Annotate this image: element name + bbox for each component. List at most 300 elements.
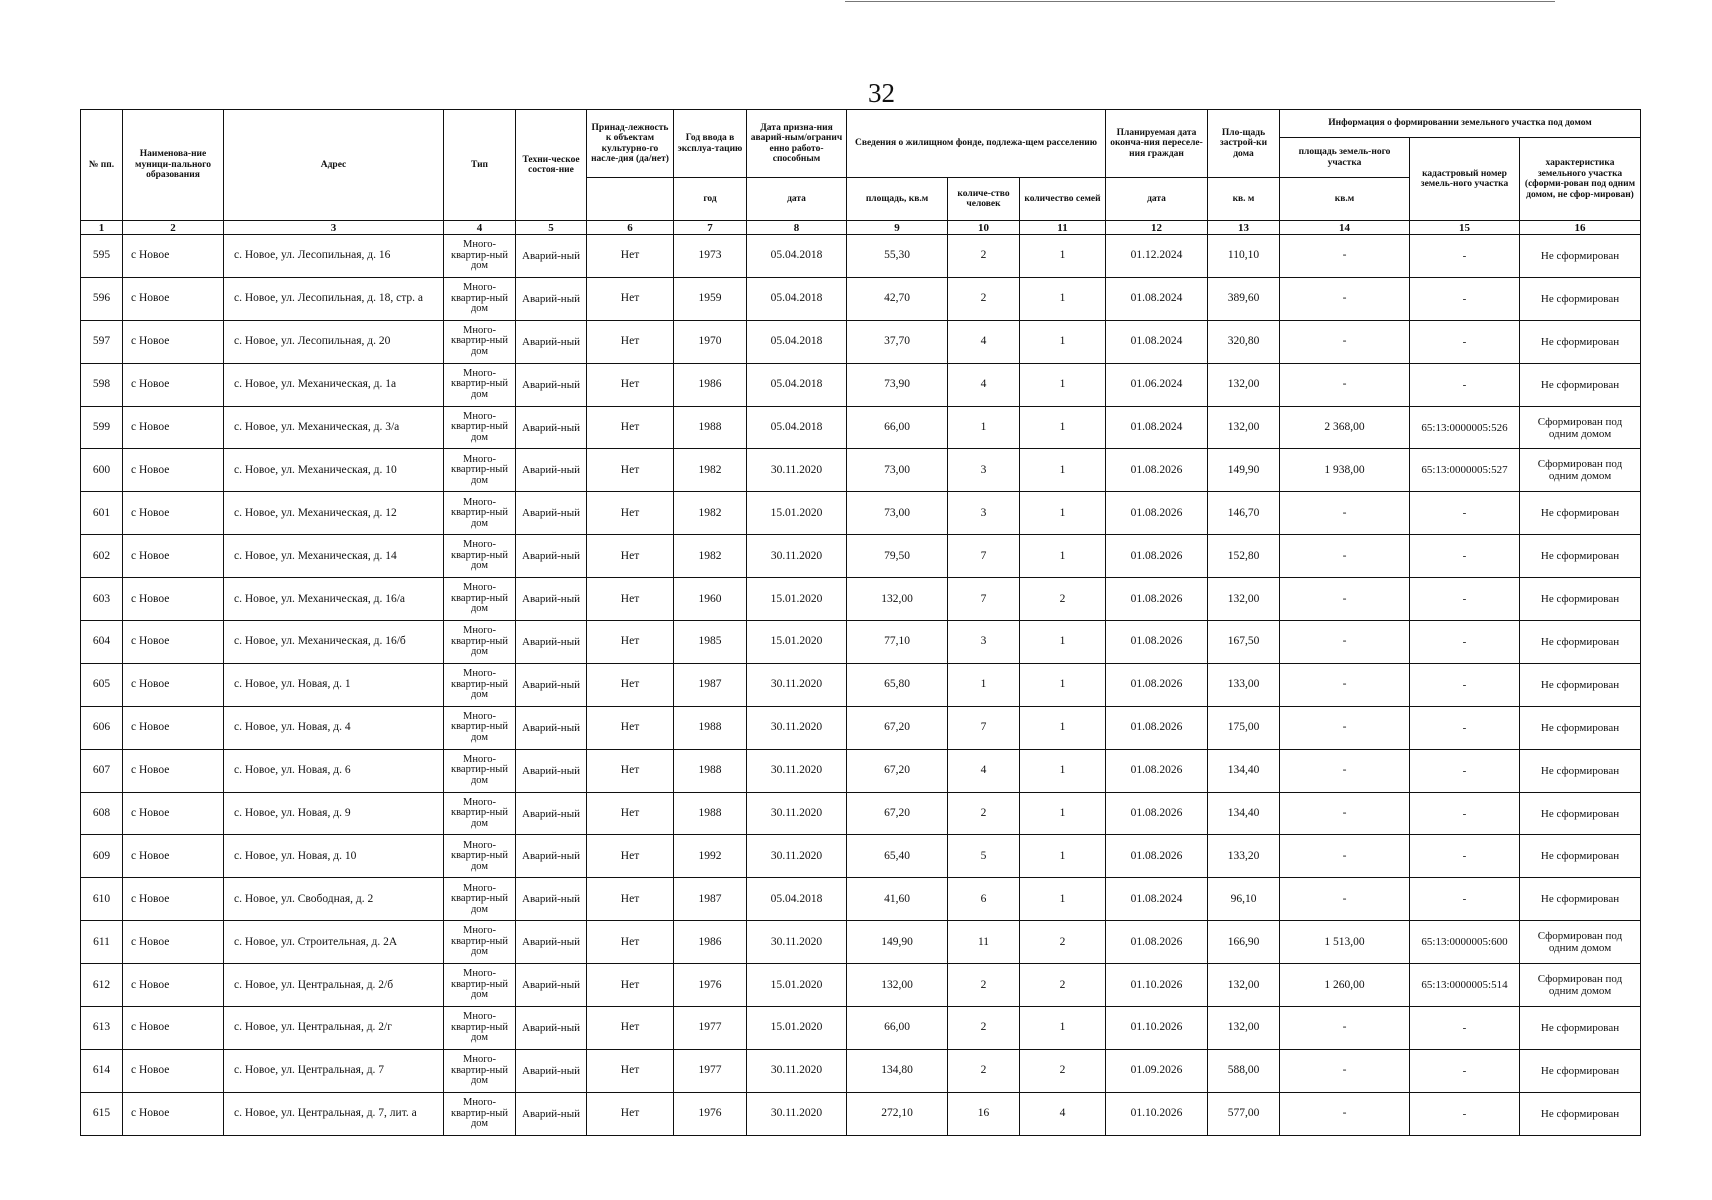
cadastral-number-cell: - <box>1410 492 1520 535</box>
cadastral-number-cell: - <box>1410 535 1520 578</box>
municipality-cell: с Новое <box>123 492 224 535</box>
people-count-cell: 5 <box>948 835 1020 878</box>
year-cell: 1988 <box>674 792 747 835</box>
header-type: Тип <box>444 110 516 221</box>
planned-date-cell: 01.08.2026 <box>1106 792 1208 835</box>
row-number: 598 <box>81 363 123 406</box>
planned-date-cell: 01.12.2024 <box>1106 235 1208 278</box>
table-row <box>81 663 1641 706</box>
year-cell: 1982 <box>674 449 747 492</box>
cadastral-number-cell: - <box>1410 835 1520 878</box>
cadastral-number-cell: - <box>1410 706 1520 749</box>
year-cell: 1982 <box>674 535 747 578</box>
recognition-date-cell: 05.04.2018 <box>747 277 847 320</box>
built-area-cell: 132,00 <box>1208 406 1280 449</box>
cadastral-number-cell: - <box>1410 878 1520 921</box>
people-count-cell: 7 <box>948 535 1020 578</box>
type-cell: Много-квартир-ный дом <box>444 235 516 278</box>
tech-state-cell: Аварий-ный <box>516 964 587 1007</box>
land-area-cell: 1 260,00 <box>1280 964 1410 1007</box>
header-heritage: Принад-лежность к объектам культурно-го насле-дия (да/нет) <box>587 110 674 178</box>
row-number: 596 <box>81 277 123 320</box>
recognition-date-cell: 30.11.2020 <box>747 535 847 578</box>
families-count-cell: 2 <box>1020 964 1106 1007</box>
cadastral-number-cell: - <box>1410 320 1520 363</box>
table-row <box>81 621 1641 664</box>
land-area-cell: 1 513,00 <box>1280 921 1410 964</box>
land-status-cell: Не сформирован <box>1520 320 1641 363</box>
recognition-date-cell: 15.01.2020 <box>747 492 847 535</box>
emergency-housing-table <box>80 109 1641 1136</box>
tech-state-cell: Аварий-ный <box>516 749 587 792</box>
families-count-cell: 1 <box>1020 663 1106 706</box>
row-number: 597 <box>81 320 123 363</box>
type-cell: Много-квартир-ный дом <box>444 1049 516 1092</box>
land-status-cell: Не сформирован <box>1520 535 1641 578</box>
address-cell: с. Новое, ул. Новая, д. 1 <box>224 663 444 706</box>
table-row <box>81 792 1641 835</box>
families-count-cell: 1 <box>1020 878 1106 921</box>
year-cell: 1985 <box>674 621 747 664</box>
recognition-date-cell: 30.11.2020 <box>747 749 847 792</box>
type-cell: Много-квартир-ный дом <box>444 406 516 449</box>
header-sub-built: кв. м <box>1208 178 1280 221</box>
tech-state-cell: Аварий-ный <box>516 792 587 835</box>
municipality-cell: с Новое <box>123 878 224 921</box>
heritage-cell: Нет <box>587 492 674 535</box>
built-area-cell: 134,40 <box>1208 749 1280 792</box>
address-cell: с. Новое, ул. Новая, д. 4 <box>224 706 444 749</box>
land-status-cell: Сформирован под одним домом <box>1520 449 1641 492</box>
heritage-cell: Нет <box>587 663 674 706</box>
address-cell: с. Новое, ул. Лесопильная, д. 16 <box>224 235 444 278</box>
header-sub-year: год <box>674 178 747 221</box>
table-row <box>81 706 1641 749</box>
tech-state-cell: Аварий-ный <box>516 1092 587 1135</box>
year-cell: 1987 <box>674 878 747 921</box>
recognition-date-cell: 30.11.2020 <box>747 792 847 835</box>
families-count-cell: 1 <box>1020 235 1106 278</box>
recognition-date-cell: 30.11.2020 <box>747 663 847 706</box>
address-cell: с. Новое, ул. Механическая, д. 10 <box>224 449 444 492</box>
housing-area-cell: 73,00 <box>847 449 948 492</box>
planned-date-cell: 01.08.2026 <box>1106 492 1208 535</box>
header-housing-group: Сведения о жилищном фонде, подлежа-щем расселению <box>847 110 1106 178</box>
tech-state-cell: Аварий-ный <box>516 1049 587 1092</box>
scan-edge-line <box>845 1 1555 2</box>
row-number: 605 <box>81 663 123 706</box>
land-status-cell: Не сформирован <box>1520 235 1641 278</box>
tech-state-cell: Аварий-ный <box>516 277 587 320</box>
year-cell: 1977 <box>674 1049 747 1092</box>
land-status-cell: Не сформирован <box>1520 1007 1641 1050</box>
land-area-cell: - <box>1280 792 1410 835</box>
built-area-cell: 389,60 <box>1208 277 1280 320</box>
recognition-date-cell: 05.04.2018 <box>747 363 847 406</box>
families-count-cell: 1 <box>1020 1007 1106 1050</box>
recognition-date-cell: 30.11.2020 <box>747 835 847 878</box>
housing-area-cell: 73,00 <box>847 492 948 535</box>
cadastral-number-cell: 65:13:0000005:600 <box>1410 921 1520 964</box>
families-count-cell: 1 <box>1020 277 1106 320</box>
type-cell: Много-квартир-ный дом <box>444 449 516 492</box>
table-row <box>81 277 1641 320</box>
cadastral-number-cell: - <box>1410 749 1520 792</box>
built-area-cell: 166,90 <box>1208 921 1280 964</box>
housing-area-cell: 132,00 <box>847 578 948 621</box>
built-area-cell: 577,00 <box>1208 1092 1280 1135</box>
tech-state-cell: Аварий-ный <box>516 492 587 535</box>
cadastral-number-cell: - <box>1410 621 1520 664</box>
year-cell: 1976 <box>674 964 747 1007</box>
built-area-cell: 134,40 <box>1208 792 1280 835</box>
planned-date-cell: 01.09.2026 <box>1106 1049 1208 1092</box>
municipality-cell: с Новое <box>123 1049 224 1092</box>
type-cell: Много-квартир-ный дом <box>444 792 516 835</box>
municipality-cell: с Новое <box>123 578 224 621</box>
municipality-cell: с Новое <box>123 535 224 578</box>
heritage-cell: Нет <box>587 749 674 792</box>
column-number: 3 <box>224 221 444 235</box>
heritage-cell: Нет <box>587 835 674 878</box>
column-number: 14 <box>1280 221 1410 235</box>
year-cell: 1973 <box>674 235 747 278</box>
row-number: 601 <box>81 492 123 535</box>
land-status-cell: Не сформирован <box>1520 663 1641 706</box>
people-count-cell: 6 <box>948 878 1020 921</box>
heritage-cell: Нет <box>587 1049 674 1092</box>
families-count-cell: 1 <box>1020 792 1106 835</box>
heritage-cell: Нет <box>587 320 674 363</box>
municipality-cell: с Новое <box>123 449 224 492</box>
heritage-cell: Нет <box>587 921 674 964</box>
row-number: 603 <box>81 578 123 621</box>
families-count-cell: 1 <box>1020 363 1106 406</box>
land-status-cell: Не сформирован <box>1520 1049 1641 1092</box>
table-row <box>81 835 1641 878</box>
housing-area-cell: 66,00 <box>847 406 948 449</box>
row-number: 599 <box>81 406 123 449</box>
land-status-cell: Не сформирован <box>1520 363 1641 406</box>
built-area-cell: 132,00 <box>1208 964 1280 1007</box>
municipality-cell: с Новое <box>123 406 224 449</box>
built-area-cell: 149,90 <box>1208 449 1280 492</box>
housing-area-cell: 132,00 <box>847 964 948 1007</box>
header-planned-date: Планируемая дата оконча-ния переселе-ния граждан <box>1106 110 1208 178</box>
type-cell: Много-квартир-ный дом <box>444 578 516 621</box>
built-area-cell: 132,00 <box>1208 363 1280 406</box>
address-cell: с. Новое, ул. Механическая, д. 16/а <box>224 578 444 621</box>
people-count-cell: 4 <box>948 363 1020 406</box>
cadastral-number-cell: 65:13:0000005:514 <box>1410 964 1520 1007</box>
planned-date-cell: 01.08.2024 <box>1106 406 1208 449</box>
heritage-cell: Нет <box>587 578 674 621</box>
tech-state-cell: Аварий-ный <box>516 535 587 578</box>
land-area-cell: - <box>1280 706 1410 749</box>
address-cell: с. Новое, ул. Механическая, д. 1а <box>224 363 444 406</box>
page-number: 32 <box>868 78 895 108</box>
land-area-cell: - <box>1280 1007 1410 1050</box>
families-count-cell: 2 <box>1020 921 1106 964</box>
year-cell: 1988 <box>674 749 747 792</box>
address-cell: с. Новое, ул. Свободная, д. 2 <box>224 878 444 921</box>
built-area-cell: 110,10 <box>1208 235 1280 278</box>
header-sub-families: количество семей <box>1020 178 1106 221</box>
land-status-cell: Не сформирован <box>1520 1092 1641 1135</box>
land-area-cell: - <box>1280 878 1410 921</box>
type-cell: Много-квартир-ный дом <box>444 835 516 878</box>
families-count-cell: 1 <box>1020 492 1106 535</box>
municipality-cell: с Новое <box>123 363 224 406</box>
built-area-cell: 132,00 <box>1208 578 1280 621</box>
year-cell: 1960 <box>674 578 747 621</box>
row-number: 613 <box>81 1007 123 1050</box>
planned-date-cell: 01.08.2026 <box>1106 663 1208 706</box>
recognition-date-cell: 30.11.2020 <box>747 921 847 964</box>
tech-state-cell: Аварий-ный <box>516 921 587 964</box>
table-row <box>81 1092 1641 1135</box>
heritage-cell: Нет <box>587 878 674 921</box>
header-sub-planned: дата <box>1106 178 1208 221</box>
column-number: 6 <box>587 221 674 235</box>
tech-state-cell: Аварий-ный <box>516 835 587 878</box>
column-number: 15 <box>1410 221 1520 235</box>
row-number: 615 <box>81 1092 123 1135</box>
table-row <box>81 235 1641 278</box>
row-number: 608 <box>81 792 123 835</box>
table-row <box>81 449 1641 492</box>
table-row <box>81 964 1641 1007</box>
header-year: Год ввода в эксплуа-тацию <box>674 110 747 178</box>
land-area-cell: - <box>1280 578 1410 621</box>
row-number: 602 <box>81 535 123 578</box>
column-number: 12 <box>1106 221 1208 235</box>
families-count-cell: 1 <box>1020 621 1106 664</box>
header-municipality: Наименова-ние муници-пального образования <box>123 110 224 221</box>
recognition-date-cell: 30.11.2020 <box>747 1049 847 1092</box>
row-number: 600 <box>81 449 123 492</box>
heritage-cell: Нет <box>587 277 674 320</box>
families-count-cell: 4 <box>1020 1092 1106 1135</box>
year-cell: 1970 <box>674 320 747 363</box>
type-cell: Много-квартир-ный дом <box>444 621 516 664</box>
table-row <box>81 921 1641 964</box>
recognition-date-cell: 15.01.2020 <box>747 621 847 664</box>
housing-area-cell: 272,10 <box>847 1092 948 1135</box>
address-cell: с. Новое, ул. Центральная, д. 2/г <box>224 1007 444 1050</box>
land-area-cell: - <box>1280 663 1410 706</box>
table-row <box>81 1007 1641 1050</box>
recognition-date-cell: 05.04.2018 <box>747 235 847 278</box>
built-area-cell: 167,50 <box>1208 621 1280 664</box>
cadastral-number-cell: - <box>1410 663 1520 706</box>
heritage-cell: Нет <box>587 964 674 1007</box>
land-status-cell: Не сформирован <box>1520 492 1641 535</box>
planned-date-cell: 01.08.2026 <box>1106 835 1208 878</box>
housing-area-cell: 42,70 <box>847 277 948 320</box>
type-cell: Много-квартир-ный дом <box>444 1007 516 1050</box>
municipality-cell: с Новое <box>123 706 224 749</box>
land-area-cell: - <box>1280 320 1410 363</box>
tech-state-cell: Аварий-ный <box>516 449 587 492</box>
header-num: № пп. <box>81 110 123 221</box>
land-status-cell: Не сформирован <box>1520 835 1641 878</box>
built-area-cell: 133,20 <box>1208 835 1280 878</box>
heritage-cell: Нет <box>587 1092 674 1135</box>
housing-area-cell: 73,90 <box>847 363 948 406</box>
tech-state-cell: Аварий-ный <box>516 406 587 449</box>
header-recognition-date: Дата призна-ния аварий-ным/огранич енно работо-способным <box>747 110 847 178</box>
municipality-cell: с Новое <box>123 1092 224 1135</box>
type-cell: Много-квартир-ный дом <box>444 749 516 792</box>
municipality-cell: с Новое <box>123 320 224 363</box>
heritage-cell: Нет <box>587 363 674 406</box>
housing-area-cell: 55,30 <box>847 235 948 278</box>
built-area-cell: 146,70 <box>1208 492 1280 535</box>
address-cell: с. Новое, ул. Центральная, д. 7 <box>224 1049 444 1092</box>
land-status-cell: Не сформирован <box>1520 578 1641 621</box>
planned-date-cell: 01.08.2026 <box>1106 449 1208 492</box>
housing-area-cell: 67,20 <box>847 706 948 749</box>
table-row <box>81 320 1641 363</box>
planned-date-cell: 01.10.2026 <box>1106 1007 1208 1050</box>
cadastral-number-cell: - <box>1410 1007 1520 1050</box>
table-row <box>81 878 1641 921</box>
year-cell: 1959 <box>674 277 747 320</box>
people-count-cell: 11 <box>948 921 1020 964</box>
planned-date-cell: 01.08.2024 <box>1106 320 1208 363</box>
tech-state-cell: Аварий-ный <box>516 878 587 921</box>
column-number-row <box>81 221 1641 235</box>
heritage-cell: Нет <box>587 792 674 835</box>
address-cell: с. Новое, ул. Строительная, д. 2А <box>224 921 444 964</box>
cadastral-number-cell: - <box>1410 578 1520 621</box>
type-cell: Много-квартир-ный дом <box>444 706 516 749</box>
land-status-cell: Не сформирован <box>1520 706 1641 749</box>
people-count-cell: 16 <box>948 1092 1020 1135</box>
tech-state-cell: Аварий-ный <box>516 235 587 278</box>
row-number: 595 <box>81 235 123 278</box>
cadastral-number-cell: - <box>1410 277 1520 320</box>
heritage-cell: Нет <box>587 706 674 749</box>
column-number: 8 <box>747 221 847 235</box>
cadastral-number-cell: 65:13:0000005:527 <box>1410 449 1520 492</box>
row-number: 607 <box>81 749 123 792</box>
families-count-cell: 1 <box>1020 320 1106 363</box>
table-header <box>81 110 1641 235</box>
address-cell: с. Новое, ул. Новая, д. 6 <box>224 749 444 792</box>
recognition-date-cell: 15.01.2020 <box>747 578 847 621</box>
heritage-cell: Нет <box>587 1007 674 1050</box>
year-cell: 1986 <box>674 363 747 406</box>
row-number: 611 <box>81 921 123 964</box>
housing-area-cell: 79,50 <box>847 535 948 578</box>
people-count-cell: 4 <box>948 749 1020 792</box>
built-area-cell: 96,10 <box>1208 878 1280 921</box>
land-status-cell: Не сформирован <box>1520 277 1641 320</box>
land-area-cell: - <box>1280 621 1410 664</box>
row-number: 606 <box>81 706 123 749</box>
tech-state-cell: Аварий-ный <box>516 320 587 363</box>
address-cell: с. Новое, ул. Механическая, д. 14 <box>224 535 444 578</box>
address-cell: с. Новое, ул. Лесопильная, д. 20 <box>224 320 444 363</box>
housing-area-cell: 134,80 <box>847 1049 948 1092</box>
row-number: 604 <box>81 621 123 664</box>
header-built-area: Пло-щадь застрой-ки дома <box>1208 110 1280 178</box>
cadastral-number-cell: - <box>1410 1049 1520 1092</box>
address-cell: с. Новое, ул. Механическая, д. 3/а <box>224 406 444 449</box>
header-sub-land: кв.м <box>1280 178 1410 221</box>
families-count-cell: 1 <box>1020 535 1106 578</box>
type-cell: Много-квартир-ный дом <box>444 1092 516 1135</box>
housing-area-cell: 149,90 <box>847 921 948 964</box>
heritage-cell: Нет <box>587 621 674 664</box>
housing-area-cell: 67,20 <box>847 792 948 835</box>
land-area-cell: - <box>1280 1092 1410 1135</box>
tech-state-cell: Аварий-ный <box>516 663 587 706</box>
column-number: 13 <box>1208 221 1280 235</box>
planned-date-cell: 01.08.2026 <box>1106 621 1208 664</box>
land-status-cell: Не сформирован <box>1520 621 1641 664</box>
land-area-cell: - <box>1280 749 1410 792</box>
planned-date-cell: 01.08.2024 <box>1106 277 1208 320</box>
people-count-cell: 2 <box>948 277 1020 320</box>
row-number: 612 <box>81 964 123 1007</box>
column-number: 1 <box>81 221 123 235</box>
recognition-date-cell: 05.04.2018 <box>747 406 847 449</box>
municipality-cell: с Новое <box>123 1007 224 1050</box>
tech-state-cell: Аварий-ный <box>516 1007 587 1050</box>
land-area-cell: 2 368,00 <box>1280 406 1410 449</box>
address-cell: с. Новое, ул. Центральная, д. 2/б <box>224 964 444 1007</box>
type-cell: Много-квартир-ный дом <box>444 320 516 363</box>
header-sub-heritage-empty <box>587 178 674 221</box>
people-count-cell: 2 <box>948 1049 1020 1092</box>
type-cell: Много-квартир-ный дом <box>444 363 516 406</box>
land-status-cell: Сформирован под одним домом <box>1520 406 1641 449</box>
year-cell: 1982 <box>674 492 747 535</box>
recognition-date-cell: 15.01.2020 <box>747 964 847 1007</box>
address-cell: с. Новое, ул. Новая, д. 9 <box>224 792 444 835</box>
people-count-cell: 7 <box>948 578 1020 621</box>
type-cell: Много-квартир-ный дом <box>444 878 516 921</box>
column-number: 2 <box>123 221 224 235</box>
address-cell: с. Новое, ул. Механическая, д. 16/б <box>224 621 444 664</box>
housing-area-cell: 41,60 <box>847 878 948 921</box>
table-row <box>81 535 1641 578</box>
row-number: 610 <box>81 878 123 921</box>
planned-date-cell: 01.08.2026 <box>1106 749 1208 792</box>
cadastral-number-cell: - <box>1410 1092 1520 1135</box>
people-count-cell: 3 <box>948 449 1020 492</box>
column-number: 7 <box>674 221 747 235</box>
header-sub-people: количе-ство человек <box>948 178 1020 221</box>
table-row <box>81 492 1641 535</box>
year-cell: 1988 <box>674 406 747 449</box>
land-area-cell: - <box>1280 1049 1410 1092</box>
header-land-area: площадь земель-ного участка <box>1280 138 1410 178</box>
planned-date-cell: 01.08.2026 <box>1106 535 1208 578</box>
recognition-date-cell: 30.11.2020 <box>747 449 847 492</box>
land-status-cell: Не сформирован <box>1520 749 1641 792</box>
planned-date-cell: 01.10.2026 <box>1106 964 1208 1007</box>
cadastral-number-cell: - <box>1410 235 1520 278</box>
recognition-date-cell: 30.11.2020 <box>747 706 847 749</box>
year-cell: 1976 <box>674 1092 747 1135</box>
housing-area-cell: 65,40 <box>847 835 948 878</box>
column-number: 4 <box>444 221 516 235</box>
land-status-cell: Не сформирован <box>1520 792 1641 835</box>
